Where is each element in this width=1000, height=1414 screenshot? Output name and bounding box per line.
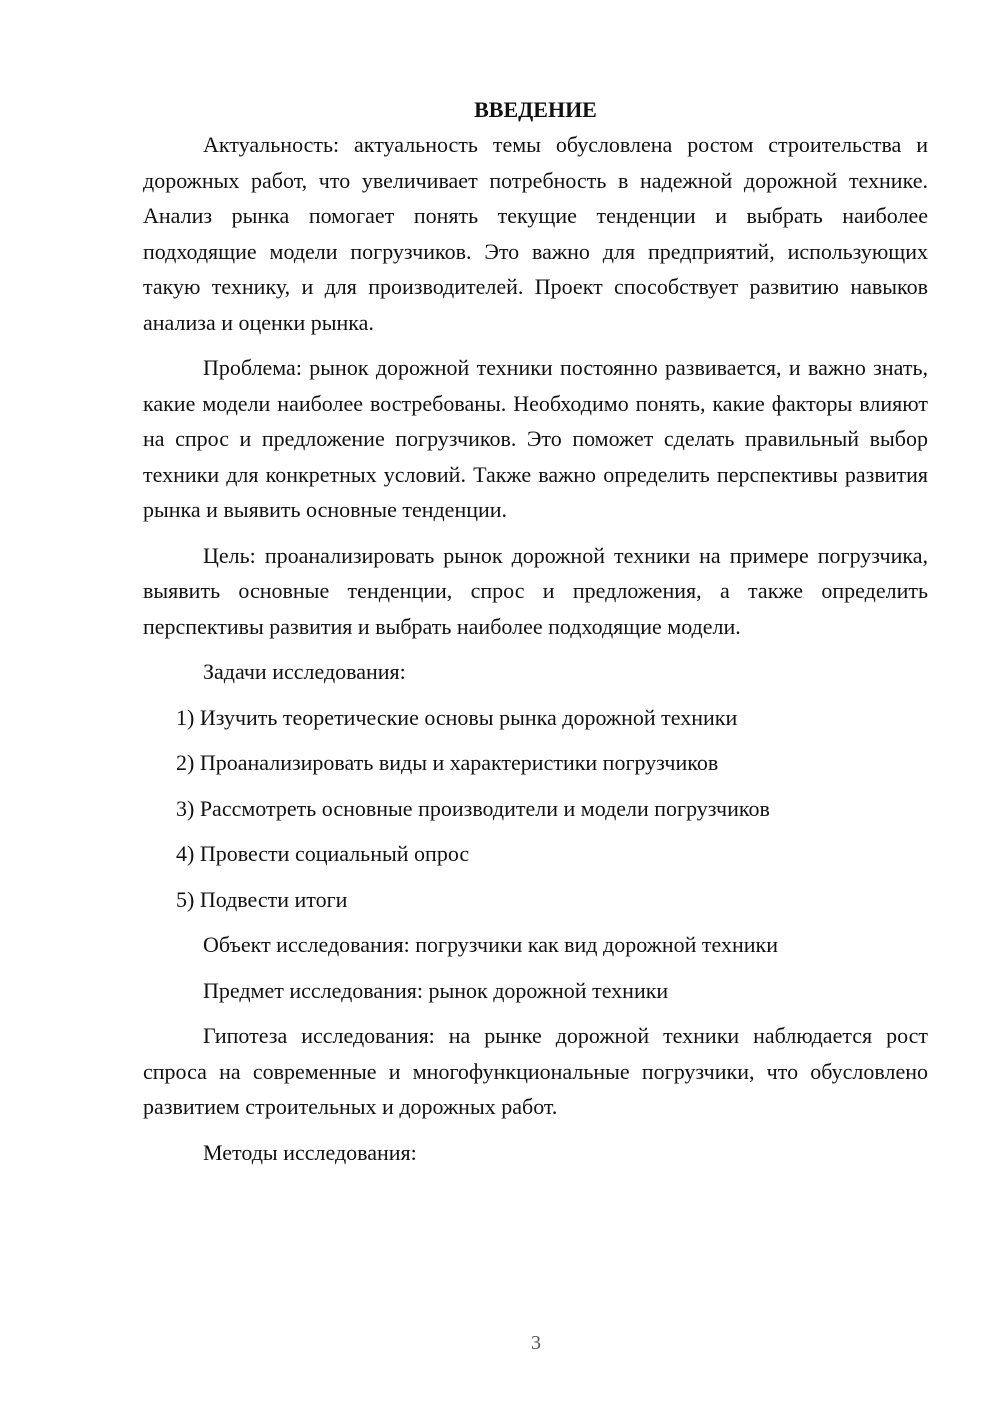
research-subject: Предмет исследования: рынок дорожной техники xyxy=(203,977,669,1003)
research-object: Объект исследования: погрузчики как вид дорожной техники xyxy=(203,932,778,957)
document-page xyxy=(143,92,928,1180)
tasks-list xyxy=(143,700,928,918)
page-number: 3 xyxy=(531,1332,541,1354)
research-hypothesis: Гипотеза исследования: на рынке дорожной техники наблюдается рост спроса на современные и многофункциональные погрузчики, что обусловлено развитием строительных и дорожных работ. xyxy=(143,1023,928,1119)
tasks-heading: Задачи исследования: xyxy=(203,659,406,684)
list-item: 3) Рассмотреть основные производители и модели погрузчиков xyxy=(176,795,770,821)
methods-heading: Методы исследования: xyxy=(203,1139,417,1165)
page-title: ВВЕДЕНИЕ xyxy=(474,97,597,122)
list-item: 5) Подвести итоги xyxy=(176,886,348,912)
paragraph-relevance: Актуальность: актуальность темы обусловлена ростом строительства и дорожных работ, что увеличивает потребность в надежной дорожной технике. Анализ рынка помогает понять текущие тенденции и выбрать наиболее подходящие модели погрузчиков. Это важно для предприятий, использующих такую технику, и для производителей. Проект способствует развитию навыков анализа и оценки рынка. xyxy=(143,132,928,335)
list-item: 4) Провести социальный опрос xyxy=(176,841,470,866)
list-item: 2) Проанализировать виды и характеристики погрузчиков xyxy=(176,750,719,775)
list-item: 1) Изучить теоретические основы рынка дорожной техники xyxy=(176,704,738,730)
paragraph-problem: Проблема: рынок дорожной техники постоянно развивается, и важно знать, какие модели наиболее востребованы. Необходимо понять, какие факторы влияют на спрос и предложение погрузчиков. Это поможет сделать правильный выбор техники для конкретных условий. Также важно определить перспективы развития рынка и выявить основные тенденции. xyxy=(143,355,928,522)
paragraph-goal: Цель: проанализировать рынок дорожной техники на примере погрузчика, выявить основные тенденции, спрос и предложения, а также определить перспективы развития и выбрать наиболее подходящие модели. xyxy=(143,542,928,639)
